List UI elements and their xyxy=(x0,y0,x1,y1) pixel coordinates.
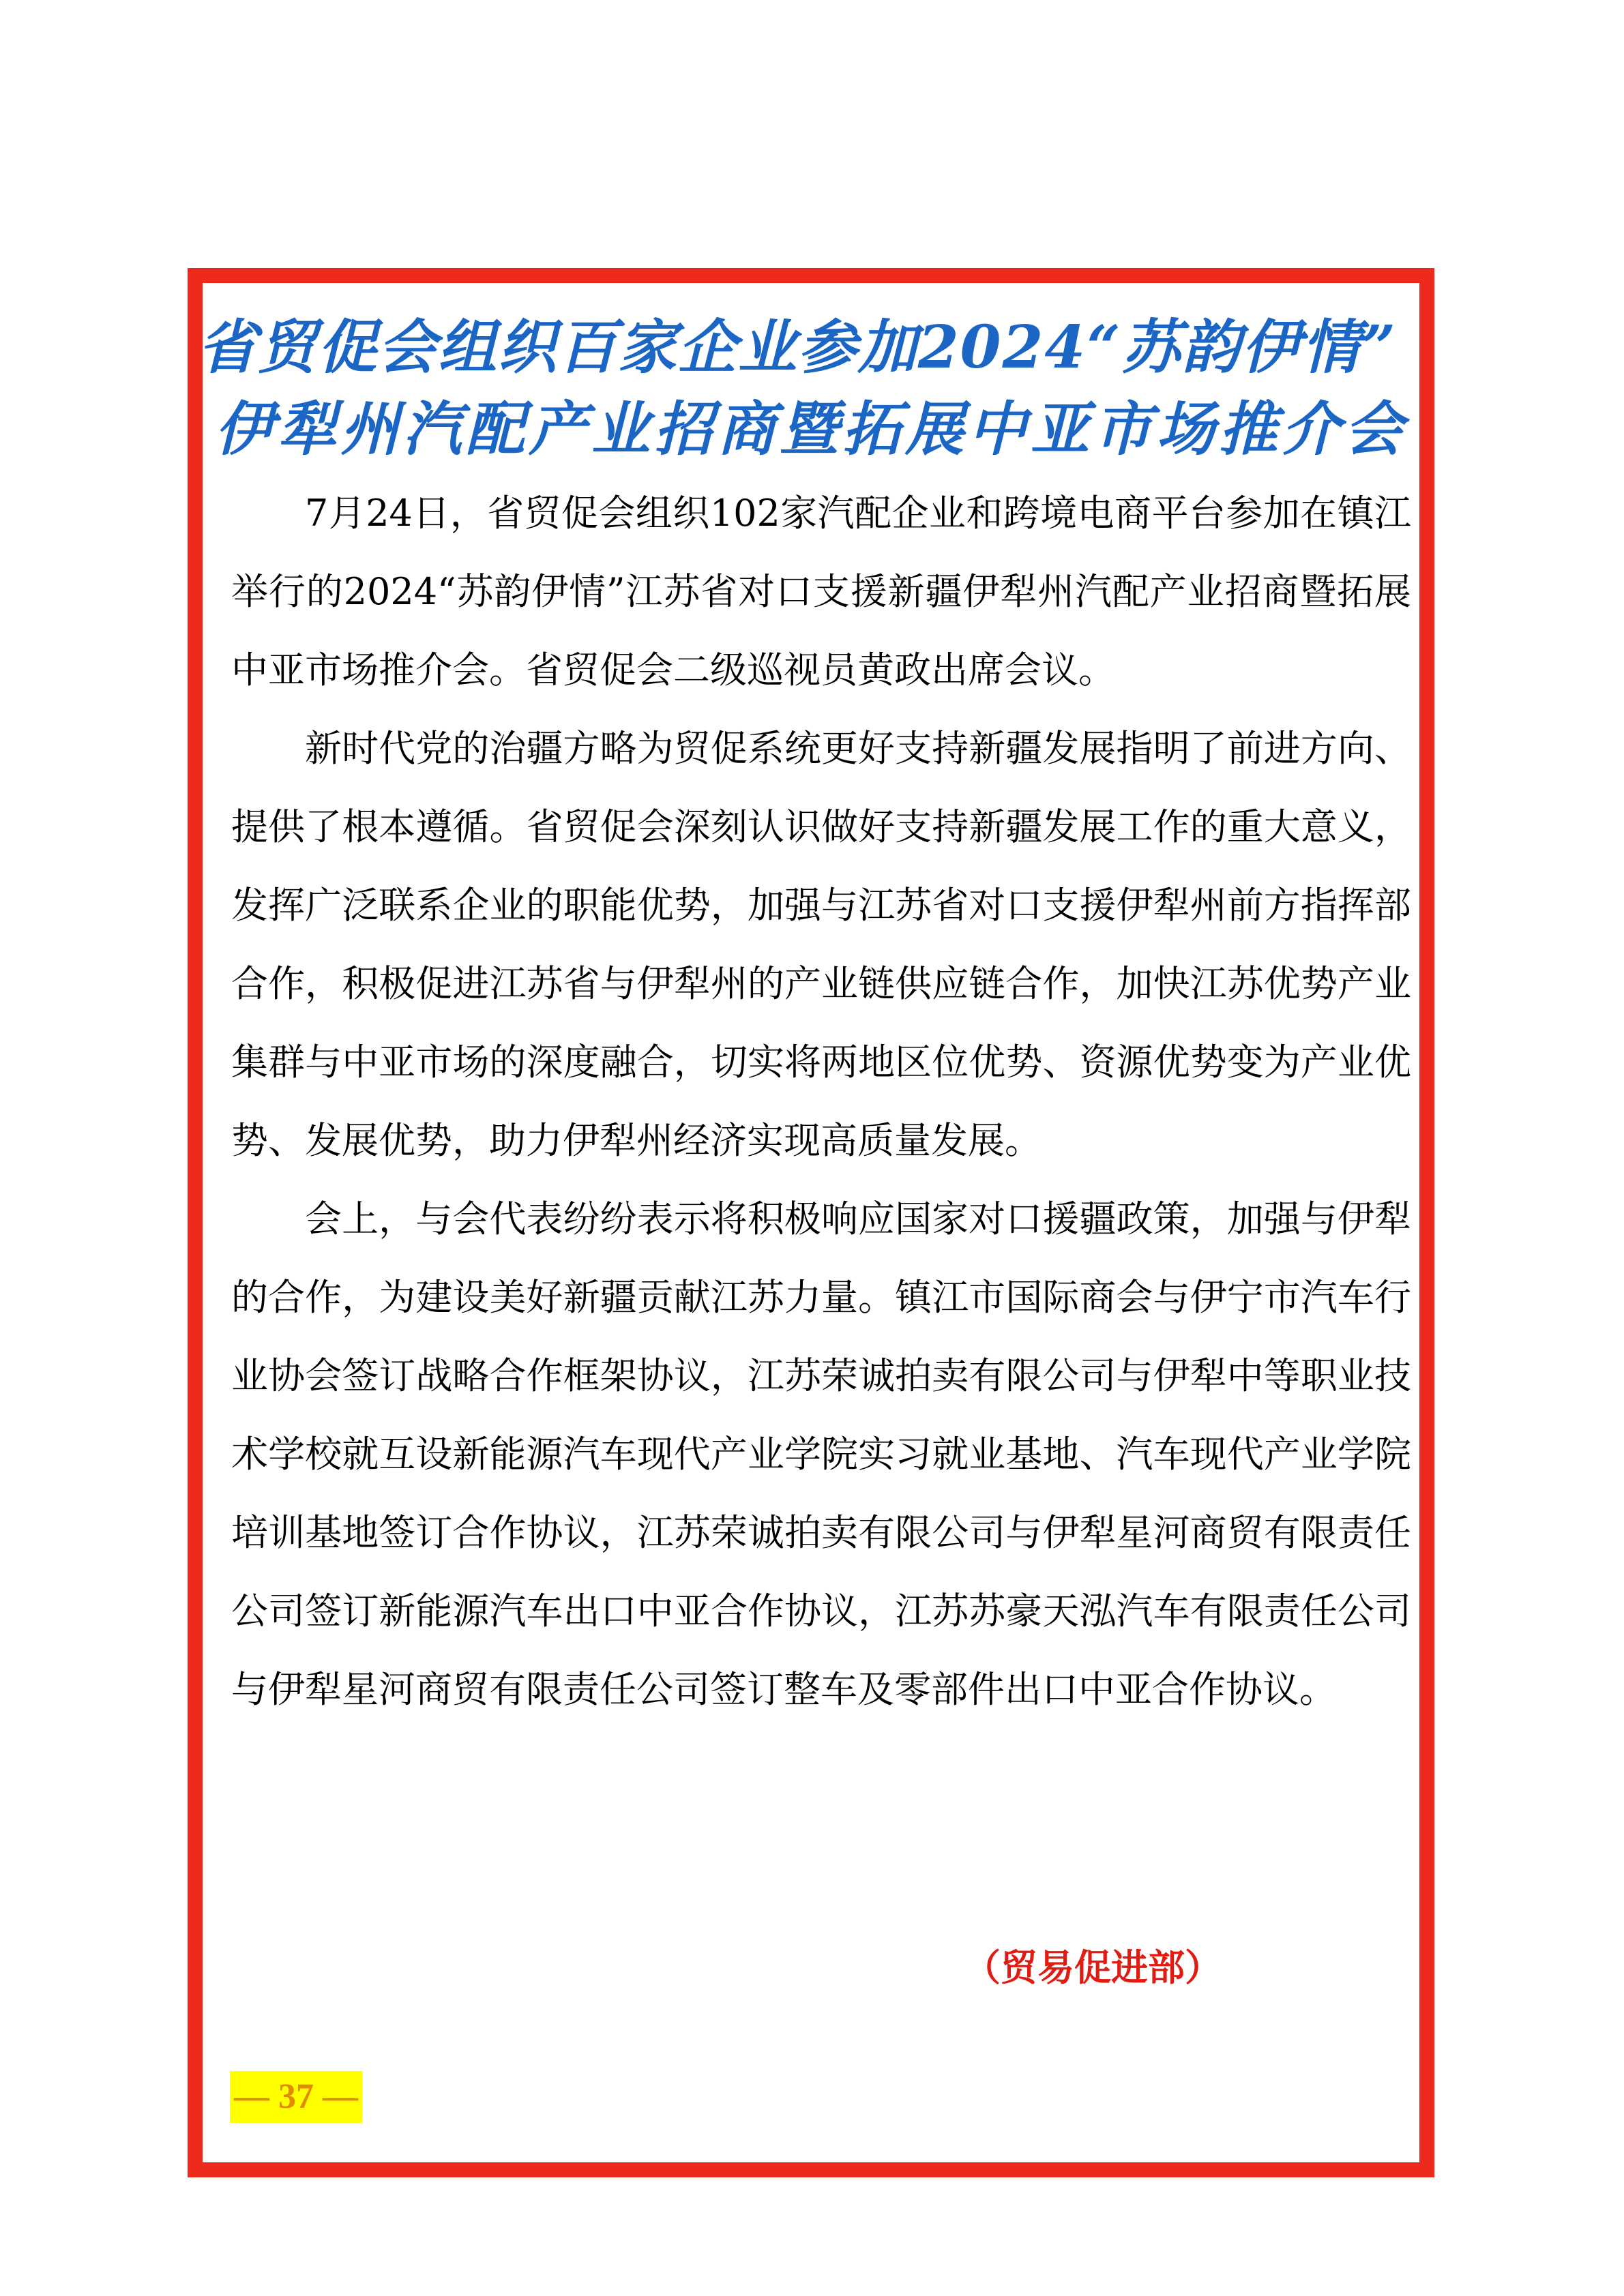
article-frame xyxy=(188,268,1434,2177)
article-title-line-2: 伊犁州汽配产业招商暨拓展中亚市场推介会 xyxy=(215,395,1407,464)
paragraph-3: 会上，与会代表纷纷表示将积极响应国家对口援疆政策，加强与伊犁的合作，为建设美好新疆贡献江苏力量。镇江市国际商会与伊宁市汽车行业协会签订战略合作框架协议，江苏荣诚拍卖有限公司与伊犁中等职业技术学校就互设新能源汽车现代产业学院实习就业基地、汽车现代产业学院培训基地签订合作协议，江苏荣诚拍卖有限公司与伊犁星河商贸有限责任公司签订新能源汽车出口中亚合作协议，江苏苏豪天泓汽车有限责任公司与伊犁星河商贸有限责任公司签订整车及零部件出口中亚合作协议。 xyxy=(231,1197,1411,1711)
article-body xyxy=(231,474,1411,1729)
page-number: — 37 — xyxy=(230,2071,362,2123)
paragraph-1: 7月24日，省贸促会组织102家汽配企业和跨境电商平台参加在镇江举行的2024“苏韵伊情”江苏省对口支援新疆伊犁州汽配产业招商暨拓展中亚市场推介会。省贸促会二级巡视员黄政出席会议。 xyxy=(231,492,1411,691)
department-signature: （贸易促进部） xyxy=(964,1945,1222,1989)
article-title-line-1: 省贸促会组织百家企业参加2024“苏韵伊情” xyxy=(197,313,1398,382)
paragraph-2: 新时代党的治疆方略为贸促系统更好支持新疆发展指明了前进方向、提供了根本遵循。省贸促会深刻认识做好支持新疆发展工作的重大意义，发挥广泛联系企业的职能优势，加强与江苏省对口支援伊犁州前方指挥部合作，积极促进江苏省与伊犁州的产业链供应链合作，加快江苏优势产业集群与中亚市场的深度融合，切实将两地区位优势、资源优势变为产业优势、发展优势，助力伊犁州经济实现高质量发展。 xyxy=(231,727,1411,1162)
